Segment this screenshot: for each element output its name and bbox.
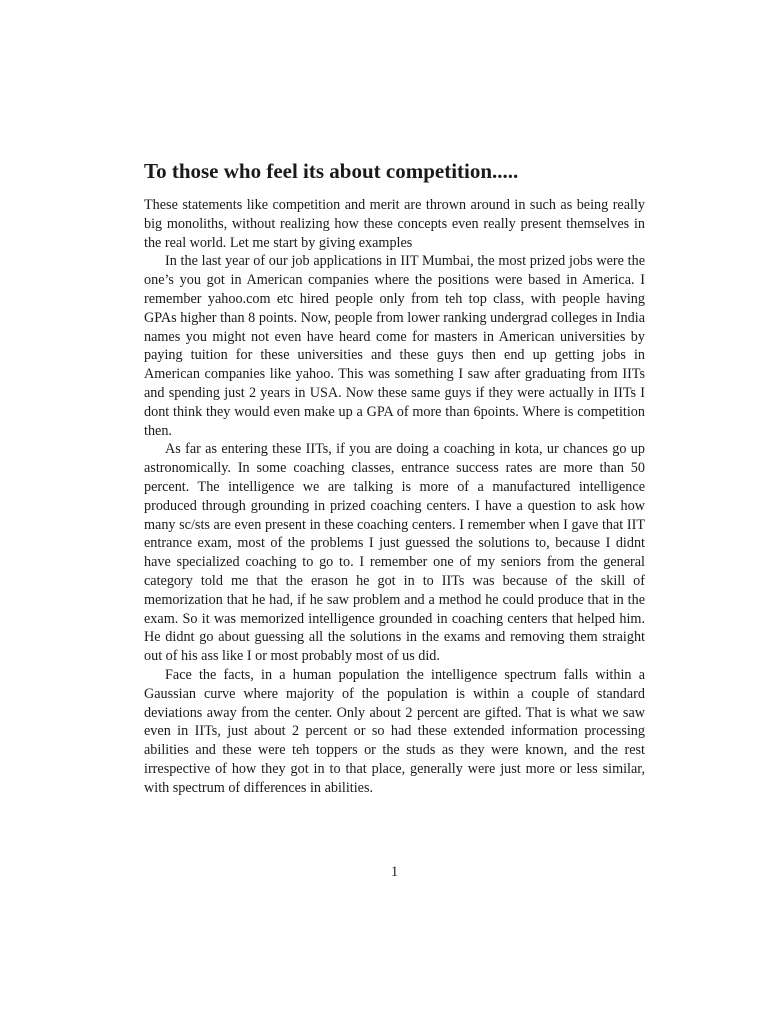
paragraph-1: These statements like competition and merit are thrown around in such as being really big monoliths, without realizing how these concepts even really present themselves in the real world. Let me start by giving examples xyxy=(144,197,645,251)
paragraph-4: Face the facts, in a human population the intelligence spectrum falls within a Gaussian curve where majority of the population is within a couple of standard deviations away from the center. Only about 2 percent are gifted. That is what we saw even in IITs, just about 2 percent or so had these extended information processing abilities and these were teh toppers or the studs as they were known, and the rest irrespective of how they got in to that place, generally were just more or less similar, with spectrum of differences in abilities. xyxy=(144,666,645,796)
page-number: 1 xyxy=(390,864,399,880)
body-text xyxy=(144,196,645,798)
section-title: To those who feel its about competition..... xyxy=(144,159,519,183)
paragraph-3: As far as entering these IITs, if you are doing a coaching in kota, ur chances go up astronomically. In some coaching classes, entrance success rates are more than 50 percent. The intelligence we are talking is more of a manufactured intelligence produced through grounding in prized coaching centers. I have a question to ask how many sc/sts are even present in these coaching centers. I remember when I gave that IIT entrance exam, most of the problems I just guessed the solutions to, because I didnt have specialized coaching to go to. I remember one of my seniors from the general category told me that the erason he got in to IITs was because of the skill of memorization that he had, if he saw problem and a method he could produce that in the exam. So it was memorized intelligence grounded in coaching centers that helped him. He didnt go about guessing all the solutions in the exams and removing them straight out of his ass like I or most probably most of us did. xyxy=(144,441,645,665)
paragraph-2: In the last year of our job applications in IIT Mumbai, the most prized jobs were the one’s you got in American companies where the positions were based in America. I remember yahoo.com etc hired people only from teh top class, with people having GPAs higher than 8 points. Now, people from lower ranking undergrad colleges in India names you might not even have heard come for masters in American universities by paying tuition for these universities and these guys then end up getting jobs in American companies like yahoo. This was something I saw after graduating from IITs and spending just 2 years in USA. Now these same guys if they were actually in IITs I dont think they would even make up a GPA of more than 6points. Where is competition then. xyxy=(144,253,645,439)
